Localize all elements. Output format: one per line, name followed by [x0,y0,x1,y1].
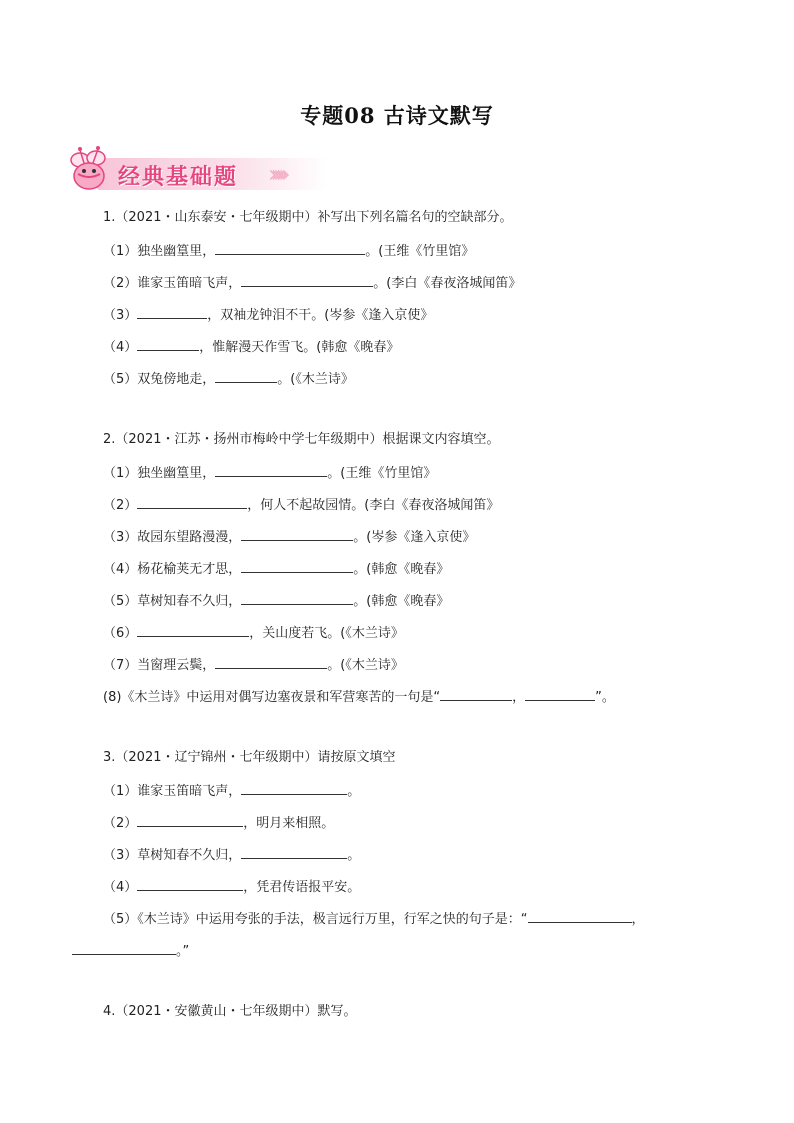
banner-label: 经典基础题 [118,165,239,190]
page-title: 专题08 古诗文默写 [300,103,494,128]
answer-blank[interactable] [137,496,247,509]
answer-blank[interactable] [215,370,277,383]
question-3-item-5-continued: 。” [72,942,189,960]
answer-blank[interactable] [215,464,327,477]
answer-blank[interactable] [215,656,327,669]
question-3-item-1: （1）谁家玉笛暗飞声， 。 [103,784,361,799]
question-1-item-3: （3） ，双袖龙钟泪不干。(岑参《逢入京使》 [103,308,434,323]
answer-blank[interactable] [528,910,632,923]
question-3-item-4: （4） ，凭君传语报平安。 [103,880,361,895]
question-1-header: 1.（2021・山东泰安・七年级期中）补写出下列名篇名句的空缺部分。 [103,210,513,225]
question-2-item-7: （7）当窗理云鬓， 。(《木兰诗》 [103,658,404,673]
answer-blank[interactable] [72,942,176,955]
question-1-item-4: （4） ，惟解漫天作雪飞。(韩愈《晚春》 [103,340,400,355]
question-2-item-1: （1）独坐幽篁里， 。(王维《竹里馆》 [103,466,437,481]
answer-blank[interactable] [137,338,199,351]
question-1-item-2: （2）谁家玉笛暗飞声， 。(李白《春夜洛城闻笛》 [103,276,522,291]
bee-icon [62,144,116,196]
question-3-item-5: （5）《木兰诗》中运用夸张的手法，极言远行万里，行军之快的句子是：“ ， [103,912,645,927]
answer-blank[interactable] [241,274,373,287]
question-2-item-8: (8)《木兰诗》中运用对偶写边塞夜景和军营寒苦的一句是“ ， ”。 [103,690,615,705]
question-2-item-2: （2） ，何人不起故园情。(李白《春夜洛城闻笛》 [103,498,500,513]
answer-blank[interactable] [241,528,353,541]
answer-blank[interactable] [241,560,353,573]
answer-blank[interactable] [241,782,347,795]
question-3-header: 3.（2021・辽宁锦州・七年级期中）请按原文填空 [103,750,396,765]
question-2-item-4: （4）杨花榆荚无才思， 。(韩愈《晚春》 [103,562,450,577]
question-2-item-5: （5）草树知春不久归， 。(韩愈《晚春》 [103,594,450,609]
section-banner [62,144,332,196]
question-4-header: 4.（2021・安徽黄山・七年级期中）默写。 [103,1004,357,1019]
answer-blank[interactable] [137,878,243,891]
question-2-header: 2.（2021・江苏・扬州市梅岭中学七年级期中）根据课文内容填空。 [103,432,500,447]
answer-blank[interactable] [137,624,249,637]
answer-blank[interactable] [525,688,595,701]
answer-blank[interactable] [241,846,347,859]
answer-blank[interactable] [215,242,365,255]
answer-blank[interactable] [440,688,512,701]
answer-blank[interactable] [137,814,243,827]
answer-blank[interactable] [137,306,207,319]
question-2-item-3: （3）故园东望路漫漫， 。(岑参《逢入京使》 [103,530,476,545]
chevron-decoration-icon: ›››››› [268,160,284,188]
question-3-item-3: （3）草树知春不久归， 。 [103,848,361,863]
question-1-item-5: （5）双兔傍地走， 。(《木兰诗》 [103,372,354,387]
answer-blank[interactable] [241,592,353,605]
question-1-item-1: （1）独坐幽篁里， 。(王维《竹里馆》 [103,244,475,259]
question-3-item-2: （2） ，明月来相照。 [103,816,335,831]
question-2-item-6: （6） ，关山度若飞。(《木兰诗》 [103,626,404,641]
